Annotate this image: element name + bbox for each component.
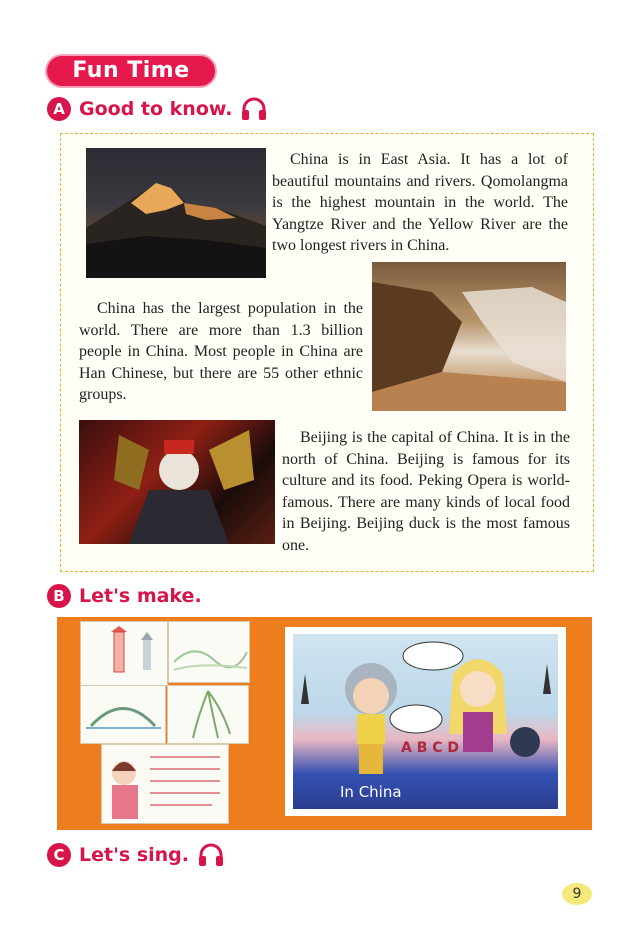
yellow-river-photo xyxy=(372,262,566,411)
drawing-pagoda-thumb xyxy=(81,622,167,685)
fun-time-header: Fun Time xyxy=(47,56,215,86)
headphones-icon[interactable] xyxy=(240,96,268,122)
paragraph-beijing: Beijing is the capital of China. It is in the north of China. Beijing is famous for its culture and its food. Peking Opera is world-famous. There are many kinds of local food in Beijing. Beijing duck is the most famous one. xyxy=(282,429,570,554)
drawing-willow-thumb xyxy=(168,686,248,743)
peking-opera-photo xyxy=(79,420,275,544)
section-a-heading xyxy=(47,96,268,122)
section-c-title: Let's sing. xyxy=(79,844,189,866)
in-china-poster xyxy=(293,634,558,809)
poster-letters: A B C D xyxy=(401,740,460,756)
paragraph-population: China has the largest population in the world. There are more than 1.3 billion people in China. Most people in China are Han Chinese, but there are 55 other ethnic groups. xyxy=(79,300,363,403)
page-number: 9 xyxy=(562,883,592,905)
section-c-heading xyxy=(47,842,225,868)
section-b-badge: B xyxy=(47,584,71,608)
section-c-badge: C xyxy=(47,843,71,867)
drawing-girl-letter-thumb xyxy=(102,745,228,823)
paragraph-geography: China is in East Asia. It has a lot of beautiful mountains and rivers. Qomolangma is the highest mountain in the world. The Yangtze River and the Yellow River are the two longest rivers in China. xyxy=(272,151,568,254)
drawing-landscape-thumb xyxy=(169,622,249,682)
section-a-title: Good to know. xyxy=(79,98,233,120)
headphones-icon[interactable] xyxy=(197,842,225,868)
section-b-title: Let's make. xyxy=(79,585,202,607)
section-a-badge: A xyxy=(47,97,71,121)
poster-caption: In China xyxy=(340,783,402,801)
drawing-bridge-thumb xyxy=(81,686,165,743)
section-b-heading xyxy=(47,584,202,608)
qomolangma-photo xyxy=(86,148,266,278)
